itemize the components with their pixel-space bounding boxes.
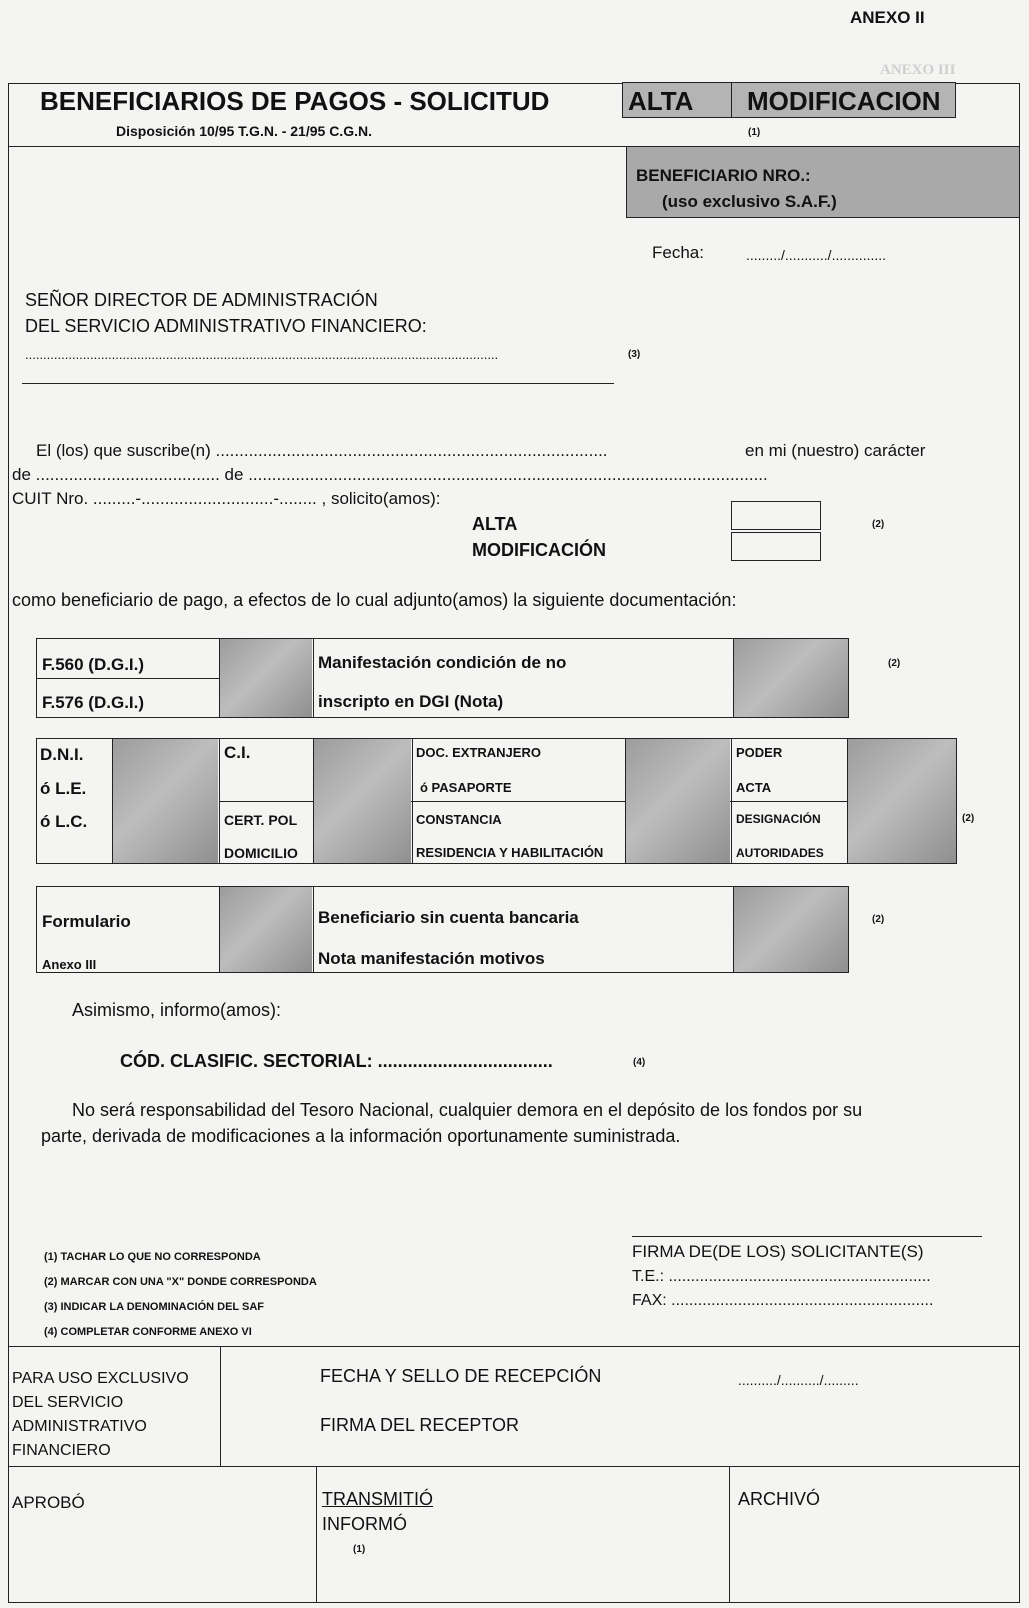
signature-line[interactable] — [632, 1236, 982, 1237]
alta-option-label: ALTA — [472, 514, 518, 534]
certpol-label: CERT. POL — [224, 812, 298, 828]
saf-name-field[interactable]: ................................................................................................................................... — [25, 347, 499, 362]
header-modificacion-option[interactable]: MODIFICACION — [747, 86, 941, 116]
footnote-4: (4) COMPLETAR CONFORME ANEXO VI — [44, 1326, 252, 1338]
fax-field[interactable]: FAX: ........................................................... — [632, 1292, 934, 1309]
aprobo-label: APROBÓ — [12, 1493, 85, 1512]
anexo-iii-label: Anexo III — [42, 957, 97, 972]
signature-label: FIRMA DE(DE LOS) SOLICITANTE(S) — [632, 1242, 924, 1261]
pasaporte-label: ó PASAPORTE — [420, 780, 512, 795]
ci-label: C.I. — [224, 743, 251, 762]
transmitio-label: TRANSMITIÓ — [322, 1489, 433, 1509]
sin-cuenta-text: Beneficiario sin cuenta bancaria — [318, 908, 579, 927]
note-2-marker: (2) — [888, 658, 901, 669]
modificacion-option-label: MODIFICACIÓN — [472, 540, 606, 560]
le-label: ó L.E. — [40, 779, 87, 798]
asimismo-text: Asimismo, informo(amos): — [72, 1000, 282, 1020]
archivo-label: ARCHIVÓ — [738, 1489, 821, 1509]
ci-certpol-checkbox[interactable] — [314, 739, 411, 863]
alta-mod-divider — [731, 82, 732, 118]
designacion-label: DESIGNACIÓN — [736, 812, 821, 826]
lc-label: ó L.C. — [40, 812, 88, 831]
note-2-marker: (2) — [872, 519, 885, 530]
f560-label: F.560 (D.G.I.) — [42, 655, 145, 674]
modificacion-checkbox[interactable] — [731, 532, 821, 561]
addressee-line-2: DEL SERVICIO ADMINISTRATIVO FINANCIERO: — [25, 316, 427, 336]
fecha-recepcion-field[interactable]: ........../........../......... — [738, 1372, 859, 1388]
bottom-col-divider — [729, 1466, 730, 1603]
note-3-marker: (3) — [628, 349, 641, 360]
fecha-sello-label: FECHA Y SELLO DE RECEPCIÓN — [320, 1366, 602, 1386]
table1-row-divider — [36, 678, 220, 679]
note-2-marker: (2) — [962, 813, 975, 824]
table3-col-divider — [313, 886, 314, 973]
note-1-marker: (1) — [353, 1544, 366, 1555]
footnote-3: (3) INDICAR LA DENOMINACIÓN DEL SAF — [44, 1301, 264, 1313]
saf-label-1: PARA USO EXCLUSIVO — [12, 1370, 189, 1387]
bottom-col-divider — [316, 1466, 317, 1603]
doc-extranjero-label: DOC. EXTRANJERO — [416, 745, 541, 760]
formulario-label: Formulario — [42, 912, 131, 931]
formulario-anexo-checkbox[interactable] — [220, 887, 312, 972]
suscribe-line[interactable]: El (los) que suscribe(n) ................................................................................... — [36, 441, 608, 460]
table1-col-divider — [313, 638, 314, 718]
addressee-line-1: SEÑOR DIRECTOR DE ADMINISTRACIÓN — [25, 290, 378, 310]
note-2-marker: (2) — [872, 914, 885, 925]
poder-designacion-checkbox[interactable] — [848, 739, 956, 863]
saf-col-divider — [220, 1346, 221, 1466]
autoridades-label: AUTORIDADES — [736, 846, 824, 860]
nota-motivos-checkbox[interactable] — [734, 887, 848, 972]
saf-section-rule — [8, 1346, 1020, 1347]
bottom-section-rule — [8, 1466, 1020, 1467]
fecha-label: Fecha: — [652, 243, 704, 262]
informo-label: INFORMÓ — [322, 1514, 407, 1534]
form-title: BENEFICIARIOS DE PAGOS - SOLICITUD — [40, 86, 550, 116]
f560-f576-checkbox[interactable] — [220, 639, 312, 717]
disposicion-text: Disposición 10/95 T.G.N. - 21/95 C.G.N. — [116, 123, 372, 139]
te-field[interactable]: T.E.: ........................................................... — [632, 1268, 931, 1285]
dni-label: D.N.I. — [40, 745, 84, 764]
header-alta-option[interactable]: ALTA — [628, 86, 694, 116]
acta-label: ACTA — [736, 780, 772, 795]
cuit-line[interactable]: CUIT Nro. .........-............................-........ , solicito(amos): — [12, 489, 441, 508]
beneficiario-nro-label: BENEFICIARIO NRO.: — [636, 166, 811, 185]
anexo-label: ANEXO II — [850, 8, 925, 27]
disclaimer-line-2: parte, derivada de modificaciones a la información oportunamente suministrada. — [41, 1126, 681, 1146]
footnote-2: (2) MARCAR CON UNA "X" DONDE CORRESPONDA — [44, 1276, 317, 1288]
saf-label-2: DEL SERVICIO — [12, 1394, 124, 1411]
addressee-underline — [22, 383, 614, 384]
constancia-label: CONSTANCIA — [416, 812, 502, 827]
alta-checkbox[interactable] — [731, 501, 821, 530]
nota-dgi-checkbox[interactable] — [734, 639, 848, 717]
firma-receptor-label: FIRMA DEL RECEPTOR — [320, 1415, 520, 1435]
caracter-line[interactable]: de ....................................... de .............................................................................................................. — [12, 465, 768, 484]
manifestacion-text: Manifestación condición de no — [318, 653, 567, 672]
dni-checkbox[interactable] — [113, 739, 218, 863]
f576-label: F.576 (D.G.I.) — [42, 693, 145, 712]
documentacion-text: como beneficiario de pago, a efectos de lo cual adjunto(amos) la siguiente documentación: — [12, 590, 737, 610]
note-4-marker: (4) — [633, 1057, 646, 1068]
poder-label: PODER — [736, 745, 783, 760]
residencia-label: RESIDENCIA Y HABILITACIÓN — [416, 845, 604, 860]
inscripto-text: inscripto en DGI (Nota) — [318, 692, 504, 711]
bleed-through-text: ANEXO III — [880, 62, 956, 78]
clasif-sectorial-field[interactable]: CÓD. CLASIFIC. SECTORIAL: ................................... — [120, 1051, 553, 1071]
footnote-1: (1) TACHAR LO QUE NO CORRESPONDA — [44, 1251, 261, 1263]
note-1-marker: (1) — [748, 127, 761, 138]
nota-motivos-text: Nota manifestación motivos — [318, 949, 545, 968]
beneficiario-nro-sublabel: (uso exclusivo S.A.F.) — [662, 192, 837, 211]
domicilio-label: DOMICILIO — [224, 845, 298, 861]
fecha-field[interactable]: ........./.........../.............. — [746, 247, 887, 263]
docext-constancia-checkbox[interactable] — [626, 739, 730, 863]
disclaimer-line-1: No será responsabilidad del Tesoro Nacional, cualquier demora en el depósito de los fondos por su — [72, 1100, 863, 1120]
saf-label-3: ADMINISTRATIVO — [12, 1418, 147, 1435]
saf-label-4: FINANCIERO — [12, 1442, 111, 1459]
caracter-text: en mi (nuestro) carácter — [745, 441, 926, 460]
